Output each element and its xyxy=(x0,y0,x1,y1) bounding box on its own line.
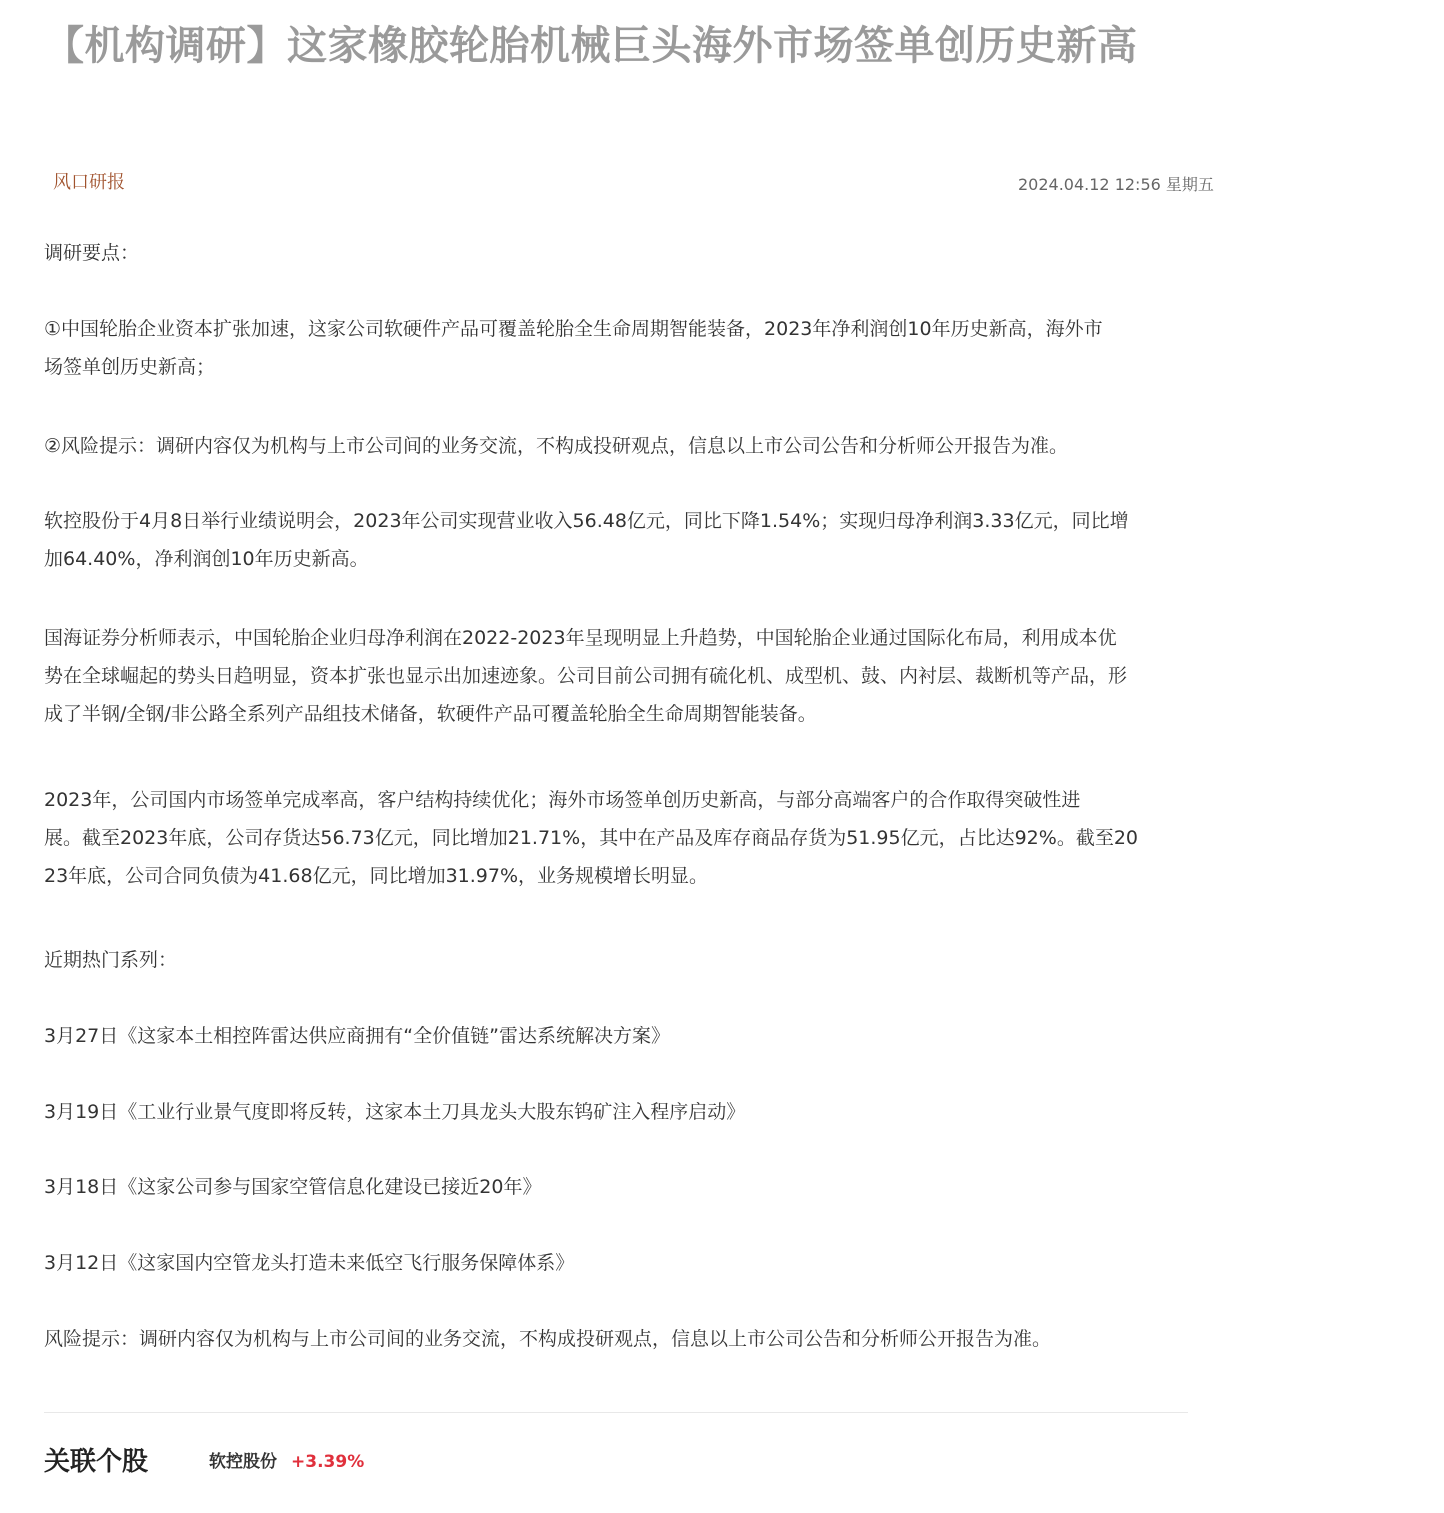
paragraph-key-point-2 xyxy=(44,427,1444,465)
paragraph-line: 加64.40%，净利润创10年历史新高。 xyxy=(44,548,369,570)
source-link[interactable]: 风口研报 xyxy=(53,172,125,193)
paragraph-line: 2023年，公司国内市场签单完成率高，客户结构持续优化；海外市场签单创历史新高，与部分高端客户的合作取得突破性进 xyxy=(44,789,1081,811)
paragraph-line: 近期热门系列： xyxy=(44,949,178,971)
hot-series-link-0318[interactable] xyxy=(44,1168,1444,1206)
article-meta xyxy=(0,168,1300,198)
paragraph-line: 调研要点： xyxy=(44,242,140,264)
paragraph-hot-series-heading xyxy=(44,941,1444,979)
paragraph-line: 国海证券分析师表示，中国轮胎企业归母净利润在2022-2023年呈现明显上升趋势，中国轮胎企业通过国际化布局，利用成本优 xyxy=(44,627,1117,649)
paragraph-key-point-1 xyxy=(44,310,1444,386)
related-stocks-title: 关联个股 xyxy=(44,1447,149,1477)
paragraph-line: ①中国轮胎企业资本扩张加速，这家公司软硬件产品可覆盖轮胎全生命周期智能装备，2023年净利润创10年历史新高，海外市 xyxy=(44,318,1103,340)
hot-series-link-0312[interactable] xyxy=(44,1244,1444,1282)
paragraph-line: 展。截至2023年底，公司存货达56.73亿元，同比增加21.71%，其中在产品及库存商品存货为51.95亿元，占比达92%。截至20 xyxy=(44,827,1138,849)
paragraph-earnings xyxy=(44,502,1444,578)
stock-change: +3.39% xyxy=(291,1452,365,1472)
paragraph-line: 3月19日《工业行业景气度即将反转，这家本土刀具龙头大股东钨矿注入程序启动》 xyxy=(44,1101,746,1123)
paragraph-line: 3月27日《这家本土相控阵雷达供应商拥有“全价值链”雷达系统解决方案》 xyxy=(44,1025,670,1047)
paragraph-line: 23年底，公司合同负债为41.68亿元，同比增加31.97%，业务规模增长明显。 xyxy=(44,865,709,887)
paragraph-line: 场签单创历史新高； xyxy=(44,356,216,378)
paragraph-line: ②风险提示：调研内容仅为机构与上市公司间的业务交流，不构成投研观点，信息以上市公司公告和分析师公开报告为准。 xyxy=(44,435,1069,457)
paragraph-line: 3月12日《这家国内空管龙头打造未来低空飞行服务保障体系》 xyxy=(44,1252,575,1274)
paragraph-analyst-view xyxy=(44,619,1444,733)
publish-datetime: 2024.04.12 12:56 星期五 xyxy=(1018,175,1214,194)
paragraph-line: 成了半钢/全钢/非公路全系列产品组技术储备，软硬件产品可覆盖轮胎全生命周期智能装备。 xyxy=(44,703,817,725)
paragraph-key-points-heading xyxy=(44,234,1444,272)
section-divider xyxy=(44,1412,1188,1413)
paragraph-line: 3月18日《这家公司参与国家空管信息化建设已接近20年》 xyxy=(44,1176,542,1198)
paragraph-risk-notice xyxy=(44,1320,1444,1358)
paragraph-line: 软控股份于4月8日举行业绩说明会，2023年公司实现营业收入56.48亿元，同比下降1.54%；实现归母净利润3.33亿元，同比增 xyxy=(44,510,1129,532)
related-stocks xyxy=(44,1440,644,1484)
article-title: 【机构调研】这家橡胶轮胎机械巨头海外市场签单创历史新高 xyxy=(44,23,1138,69)
stock-name: 软控股份 xyxy=(209,1452,277,1472)
hot-series-link-0327[interactable] xyxy=(44,1017,1444,1055)
stock-link-ruankong[interactable] xyxy=(209,1440,364,1484)
hot-series-link-0319[interactable] xyxy=(44,1093,1444,1131)
paragraph-orders xyxy=(44,781,1444,895)
paragraph-line: 风险提示：调研内容仅为机构与上市公司间的业务交流，不构成投研观点，信息以上市公司公告和分析师公开报告为准。 xyxy=(44,1328,1052,1350)
paragraph-line: 势在全球崛起的势头日趋明显，资本扩张也显示出加速迹象。公司目前公司拥有硫化机、成型机、鼓、内衬层、裁断机等产品，形 xyxy=(44,665,1128,687)
